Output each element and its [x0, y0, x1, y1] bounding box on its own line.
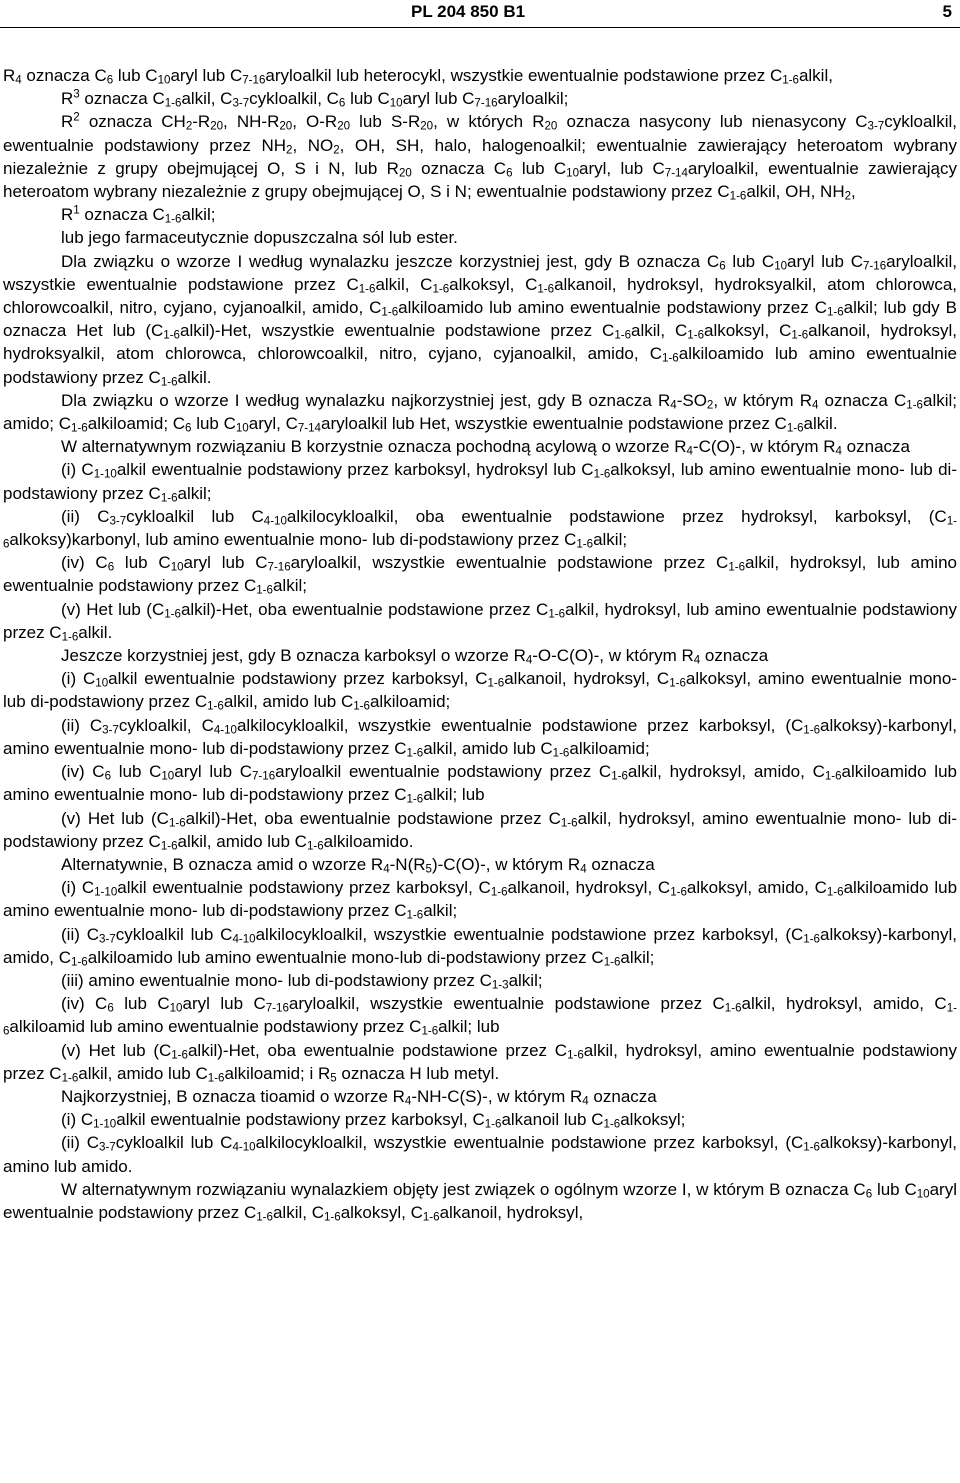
document-body [3, 64, 957, 1224]
paragraph: (v) Het lub $(C_{1-6}alkil)$-Het, oba ewentualnie podstawione przez $C_{1-6}alkil$, hydroksyl, amino ewentualnie podstawiony przez $C_{1-6}alkil$, amido lub $C_{1-6}alkiloamid$; i $R_5$ oznacza H lub metyl. [3, 1040, 958, 1085]
paragraph: Dla związku o wzorze I według wynalazku jeszcze korzystniej jest, gdy B oznacza $C_6$ lub $C_{10}aryl$ lub $C_{7-16}aryloalkil$, wszystkie ewentualnie podstawione przez $C_{1-6}alkil$, $C_{1-6}alkoksyl$, $C_{1-6}alkanoil$, hydroksyl, hydroksyalkil, atom chlorowca, chlorowcoalkil, nitro, cyjano, cyjanoalkil, amido, $C_{1-6}alkiloamido$ lub amino ewentualnie podstawiony przez $C_{1-6}alkil$; lub gdy B oznacza Het lub $(C_{1-6}alkil)$-Het, wszystkie ewentualnie podstawione przez $C_{1-6}alkil$, $C_{1-6}alkoksyl$, $C_{1-6}alkanoil$, hydroksyl, hydroksyalkil, atom chlorowca, chlorowcoalkil, nitro, cyjano, cyjanoalkil, amido, $C_{1-6}alkiloamido$ lub amino ewentualnie podstawiony przez $C_{1-6}alkil$. [3, 251, 958, 389]
paragraph: $R^3$ oznacza $C_{1-6}alkil$, $C_{3-7}cykloalkil$, $C_6$ lub $C_{10}aryl$ lub $C_{7-16}aryloalkil$; [61, 88, 569, 110]
paragraph: (iv) $C_6$ lub $C_{10}aryl$ lub $C_{7-16}aryloalkil$, wszystkie ewentualnie podstawione przez $C_{1-6}alkil$, hydroksyl, amido, $C_{1-6}alkiloamid$ lub amino ewentualnie podstawiony przez $C_{1-6}alkil$; lub [3, 994, 957, 1038]
paragraph: (iii) amino ewentualnie mono- lub di-podstawiony przez $C_{1-3}alkil$; [61, 970, 543, 992]
paragraph: W alternatywnym rozwiązaniu B korzystnie oznacza pochodną acylową o wzorze $R_4-C(O)-$, w którym $R_4$ oznacza [61, 437, 910, 458]
paragraph: (i) $C_{1-10}alkil$ ewentualnie podstawiony przez karboksyl, hydroksyl lub $C_{1-6}alkoksyl$, lub amino ewentualnie mono- lub di-podstawiony przez $C_{1-6}alkil$; [3, 460, 957, 505]
paragraph: (i) $C_{1-10}alkil$ ewentualnie podstawiony przez karboksyl, $C_{1-6}alkanoil$ lub $C_{1-6}alkoksyl$; [61, 1110, 686, 1131]
paragraph: (ii) $C_{3-7}cykloalkil$ lub $C_{4-10}alkilocykloalkil$, wszystkie ewentualnie podstawione przez karboksyl, $(C_{1-6}alkoksy)$-karbonyl, amido, $C_{1-6}alkiloamido$ lub amino ewentualnie mono-lub di-podstawiony przez $C_{1-6}alkil$; [3, 924, 957, 969]
paragraph: (v) Het lub $(C_{1-6}alkil)$-Het, oba ewentualnie podstawione przez $C_{1-6}alkil$, hydroksyl, lub amino ewentualnie podstawiony przez $C_{1-6}alkil$. [3, 599, 957, 644]
paragraph: Najkorzystniej, B oznacza tioamid o wzorze $R_4-NH-C(S)-$, w którym $R_4$ oznacza [61, 1086, 657, 1108]
paragraph: Jeszcze korzystniej jest, gdy B oznacza karboksyl o wzorze $R_4-O-C(O)-$, w którym $R_4$ oznacza [61, 646, 769, 667]
header-rule [0, 27, 960, 28]
paragraph: $R^2$ oznacza $CH_2-R_{20}$, $NH-R_{20}$, $O-R_{20}$ lub $S-R_{20}$, w których $R_{20}$ oznacza nasycony lub nienasycony $C_{3-7}cykloalkil$, ewentualnie podstawiony przez $NH_2$, $NO_2$, OH, SH, halo, halogenoalkil; ewentualnie zawierający heteroatom wybrany niezależnie z grupy obejmującej O, S i N, lub $R_{20}$ oznacza $C_6$ lub $C_{10}aryl$, lub $C_{7-14}aryloalkil$, ewentualnie zawierający heteroatom wybrany niezależnie z grupy obejmującej O, S i N; ewentualnie podstawiony przez $C_{1-6}alkil$, OH, $NH_2$, [3, 112, 957, 203]
document-id: PL 204 850 B1 [411, 2, 526, 21]
paragraph: (ii) $C_{3-7}cykloalkil$, $C_{4-10}alkilocykloalkil$, wszystkie ewentualnie podstawione przez karboksyl, $(C_{1-6}alkoksy)$-karbonyl, amino ewentualnie mono- lub di-podstawiony przez $C_{1-6}alkil$, amido lub $C_{1-6}alkiloamid$; [3, 715, 957, 760]
paragraph: $R^1$ oznacza $C_{1-6}alkil$; [61, 204, 216, 226]
paragraph: Dla związku o wzorze I według wynalazku najkorzystniej jest, gdy B oznacza $R_4-SO_2$, w którym $R_4$ oznacza $C_{1-6}alkil$; amido; $C_{1-6}alkiloamid$; $C_6$ lub $C_{10}aryl$, $C_{7-14}aryloalkil$ lub Het, wszystkie ewentualnie podstawione przez $C_{1-6}alkil$. [3, 390, 957, 435]
paragraph: (ii) $C_{3-7}cykloalkil$ lub $C_{4-10}alkilocykloalkil$, wszystkie ewentualnie podstawione przez karboksyl, $(C_{1-6}alkoksy)$-karbonyl, amino lub amido. [3, 1133, 957, 1176]
paragraph: $R_4$ oznacza $C_6$ lub $C_{10}aryl$ lub $C_{7-16}aryloalkil$ lub heterocykl, wszystkie ewentualnie podstawione przez $C_{1-6}alkil$, [3, 66, 833, 87]
paragraph: lub jego farmaceutycznie dopuszczalna sól lub ester. [61, 228, 458, 248]
page-header [0, 0, 960, 24]
paragraph: (i) $C_{1-10}alkil$ ewentualnie podstawiony przez karboksyl, $C_{1-6}alkanoil$, hydroksyl, $C_{1-6}alkoksyl$, amido, $C_{1-6}alkiloamido$ lub amino ewentualnie mono- lub di-podstawiony przez $C_{1-6}alkil$; [3, 878, 958, 922]
paragraph: (iv) $C_6$ lub $C_{10}aryl$ lub $C_{7-16}aryloalkil$ ewentualnie podstawiony przez $C_{1-6}alkil$, hydroksyl, amido, $C_{1-6}alkiloamido$ lub amino ewentualnie mono- lub di-podstawiony przez $C_{1-6}alkil$; lub [3, 762, 957, 806]
paragraph: W alternatywnym rozwiązaniu wynalazkiem objęty jest związek o ogólnym wzorze I, w którym B oznacza $C_6$ lub $C_{10}aryl$ ewentualnie podstawiony przez $C_{1-6}alkil$, $C_{1-6}alkoksyl$, $C_{1-6}alkanoil$, hydroksyl, [3, 1179, 957, 1224]
paragraph: (i) $C_{10}alkil$ ewentualnie podstawiony przez karboksyl, $C_{1-6}alkanoil$, hydroksyl, $C_{1-6}alkoksyl$, amino ewentualnie mono- lub di-podstawiony przez $C_{1-6}alkil$, amido lub $C_{1-6}alkiloamid$; [3, 669, 957, 714]
paragraph: (v) Het lub $(C_{1-6}alkil)$-Het, oba ewentualnie podstawione przez $C_{1-6}alkil$, hydroksyl, amino ewentualnie mono- lub di-podstawiony przez $C_{1-6}alkil$, amido lub $C_{1-6}alkiloamido$. [3, 808, 957, 853]
paragraph: (iv) $C_6$ lub $C_{10}aryl$ lub $C_{7-16}aryloalkil$, wszystkie ewentualnie podstawione przez $C_{1-6}alkil$, hydroksyl, lub amino ewentualnie podstawiony przez $C_{1-6}alkil$; [3, 553, 957, 597]
paragraph: (ii) $C_{3-7}cykloalkil$ lub $C_{4-10}alkilocykloalkil$, oba ewentualnie podstawione przez hydroksyl, karboksyl, $(C_{1-6}alkoksy)karbonyl$, lub amino ewentualnie mono- lub di-podstawiony przez $C_{1-6}alkil$; [3, 506, 957, 551]
paragraph: Alternatywnie, B oznacza amid o wzorze $R_4-N(R_5)-C(O)-$, w którym $R_4$ oznacza [61, 854, 655, 876]
page-number: 5 [942, 2, 952, 21]
